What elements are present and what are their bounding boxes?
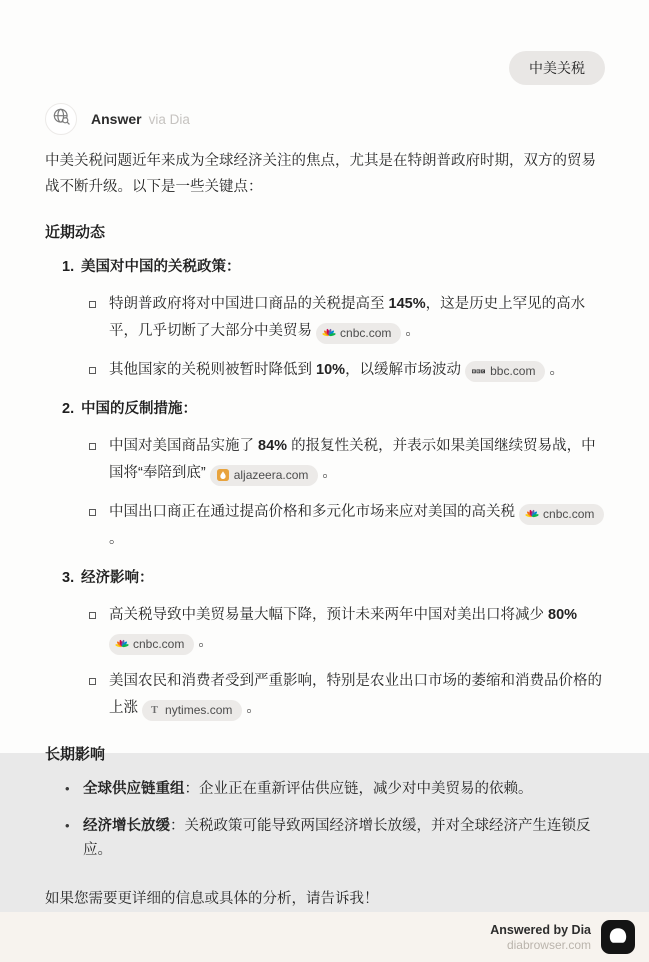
item-number: 2. xyxy=(62,401,75,417)
dia-logo-icon xyxy=(601,941,635,958)
sub-point-text xyxy=(109,433,605,487)
body-text: 高关税导致中美贸易量大幅下降，预计未来两年中国对美出口将减少 xyxy=(109,607,549,623)
nbc-peacock-icon xyxy=(116,638,128,650)
emphasis-text: 145% xyxy=(388,296,426,312)
longterm-bullet-text xyxy=(83,777,533,801)
sub-point-text xyxy=(109,668,605,722)
citation-label: nytimes.com xyxy=(165,702,233,717)
sub-point xyxy=(45,499,605,553)
citation-chip-aljazeera[interactable] xyxy=(210,465,319,486)
item-number: 3. xyxy=(62,570,75,586)
body-text: 。 xyxy=(545,362,564,378)
citation-chip-cnbc[interactable] xyxy=(316,323,401,344)
numbered-item xyxy=(45,397,605,553)
web-search-avatar xyxy=(45,103,77,135)
answered-by-label: Answered by Dia xyxy=(490,922,591,937)
closing-paragraph: 如果您需要更详细的信息或具体的分析，请告诉我！ xyxy=(45,891,379,907)
sub-point-text xyxy=(109,499,605,553)
dia-logo[interactable] xyxy=(601,920,635,954)
body-text: 美国农民和消费者受到严重影响，特别是农业出口市场的萎缩和消费品价格的上涨 xyxy=(109,673,602,716)
globe-search-icon xyxy=(52,107,71,131)
svg-text:T: T xyxy=(151,705,158,717)
body-text: ，以缓解市场波动 xyxy=(345,362,466,378)
emphasis-text: 10% xyxy=(316,362,346,378)
citation-label: aljazeera.com xyxy=(233,467,309,482)
item-title-text: 经济影响： xyxy=(81,570,154,586)
sub-point-text xyxy=(109,291,605,345)
longterm-bullet-list xyxy=(45,777,605,862)
sub-point xyxy=(45,433,605,487)
nbc-peacock-icon xyxy=(323,327,335,339)
longterm-bullet-text xyxy=(83,814,605,862)
square-bullet-icon xyxy=(89,301,96,308)
longterm-rest-text: ：关税政策可能导致两国经济增长放缓，并对全球经济产生连锁反应。 xyxy=(83,818,591,858)
sub-point-text xyxy=(109,357,564,384)
square-bullet-icon xyxy=(89,612,96,619)
citation-chip-nytimes[interactable] xyxy=(142,700,242,721)
citation-label: cnbc.com xyxy=(133,636,185,651)
body-text: ，这是历史上罕见的高水平，几乎切断了大部分中美贸易 xyxy=(109,296,586,339)
user-message-row xyxy=(45,51,605,85)
citation-chip-cnbc[interactable] xyxy=(519,504,604,525)
body-text: 。 xyxy=(194,634,213,650)
section-heading-longterm: 长期影响 xyxy=(45,746,106,763)
emphasis-text: 84% xyxy=(258,438,288,454)
recent-numbered-list xyxy=(45,255,605,722)
aljazeera-logo-icon xyxy=(217,469,229,481)
body-text: 特朗普政府将对中国进口商品的关税提高至 xyxy=(109,296,389,312)
square-bullet-icon xyxy=(89,367,96,374)
body-text: 中国出口商正在通过提高价格和多元化市场来应对美国的高关税 xyxy=(109,504,520,520)
citation-label: cnbc.com xyxy=(543,506,595,521)
svg-text:B: B xyxy=(472,369,476,374)
longterm-bold-label: 经济增长放缓 xyxy=(83,818,170,834)
citation-label: cnbc.com xyxy=(340,325,392,340)
answer-body xyxy=(45,148,605,912)
svg-text:C: C xyxy=(481,369,485,374)
diabrowser-link[interactable]: diabrowser.com xyxy=(506,937,591,952)
longterm-bullet-item xyxy=(45,814,605,862)
body-text: 中国对美国商品实施了 xyxy=(109,438,259,454)
citation-chip-cnbc[interactable] xyxy=(109,634,194,655)
sub-point xyxy=(45,668,605,722)
longterm-bold-label: 全球供应链重组 xyxy=(83,781,185,797)
answer-label: Answer xyxy=(91,111,142,127)
citation-label: bbc.com xyxy=(490,364,536,378)
body-text: 。 xyxy=(401,323,420,339)
intro-paragraph: 中美关税问题近年来成为全球经济关注的焦点，尤其是在特朗普政府时期，双方的贸易战不断升级。以下是一些关键点： xyxy=(45,153,596,195)
footer-bar xyxy=(0,912,649,962)
body-text: 其他国家的关税则被暂时降低到 xyxy=(109,362,317,378)
user-message-bubble: 中美关税 xyxy=(509,51,605,85)
nbc-peacock-icon xyxy=(526,508,538,520)
citation-chip-bbc[interactable] xyxy=(465,361,545,382)
square-bullet-icon xyxy=(89,509,96,516)
dot-bullet-icon xyxy=(65,777,83,801)
body-text: 。 xyxy=(318,465,337,481)
item-title-text: 美国对中国的关税政策： xyxy=(81,259,241,275)
numbered-item-title xyxy=(45,566,605,590)
item-title-text: 中国的反制措施： xyxy=(81,401,197,417)
longterm-bullet-item xyxy=(45,777,605,801)
numbered-item-title xyxy=(45,255,605,279)
body-text: 。 xyxy=(242,700,261,716)
bbc-logo-icon xyxy=(472,365,485,378)
emphasis-text: 80% xyxy=(548,607,578,623)
section-heading-recent: 近期动态 xyxy=(45,224,106,241)
footer-text xyxy=(490,923,591,952)
answer-via-label: via Dia xyxy=(148,111,190,127)
nyt-t-icon xyxy=(149,704,160,716)
body-text: 。 xyxy=(109,531,124,547)
body-text: 的报复性关税，并表示如果美国继续贸易战，中国将“奉陪到底” xyxy=(109,438,596,481)
numbered-item xyxy=(45,255,605,384)
numbered-item-title xyxy=(45,397,605,421)
svg-text:B: B xyxy=(477,369,480,374)
sub-point-text xyxy=(109,602,605,656)
longterm-rest-text: ：企业正在重新评估供应链，减少对中美贸易的依赖。 xyxy=(184,781,533,797)
sub-point xyxy=(45,291,605,345)
answer-header xyxy=(45,103,605,135)
sub-point xyxy=(45,357,605,384)
dot-bullet-icon xyxy=(65,814,83,862)
square-bullet-icon xyxy=(89,443,96,450)
sub-point xyxy=(45,602,605,656)
item-number: 1. xyxy=(62,259,75,275)
numbered-item xyxy=(45,566,605,722)
square-bullet-icon xyxy=(89,678,96,685)
